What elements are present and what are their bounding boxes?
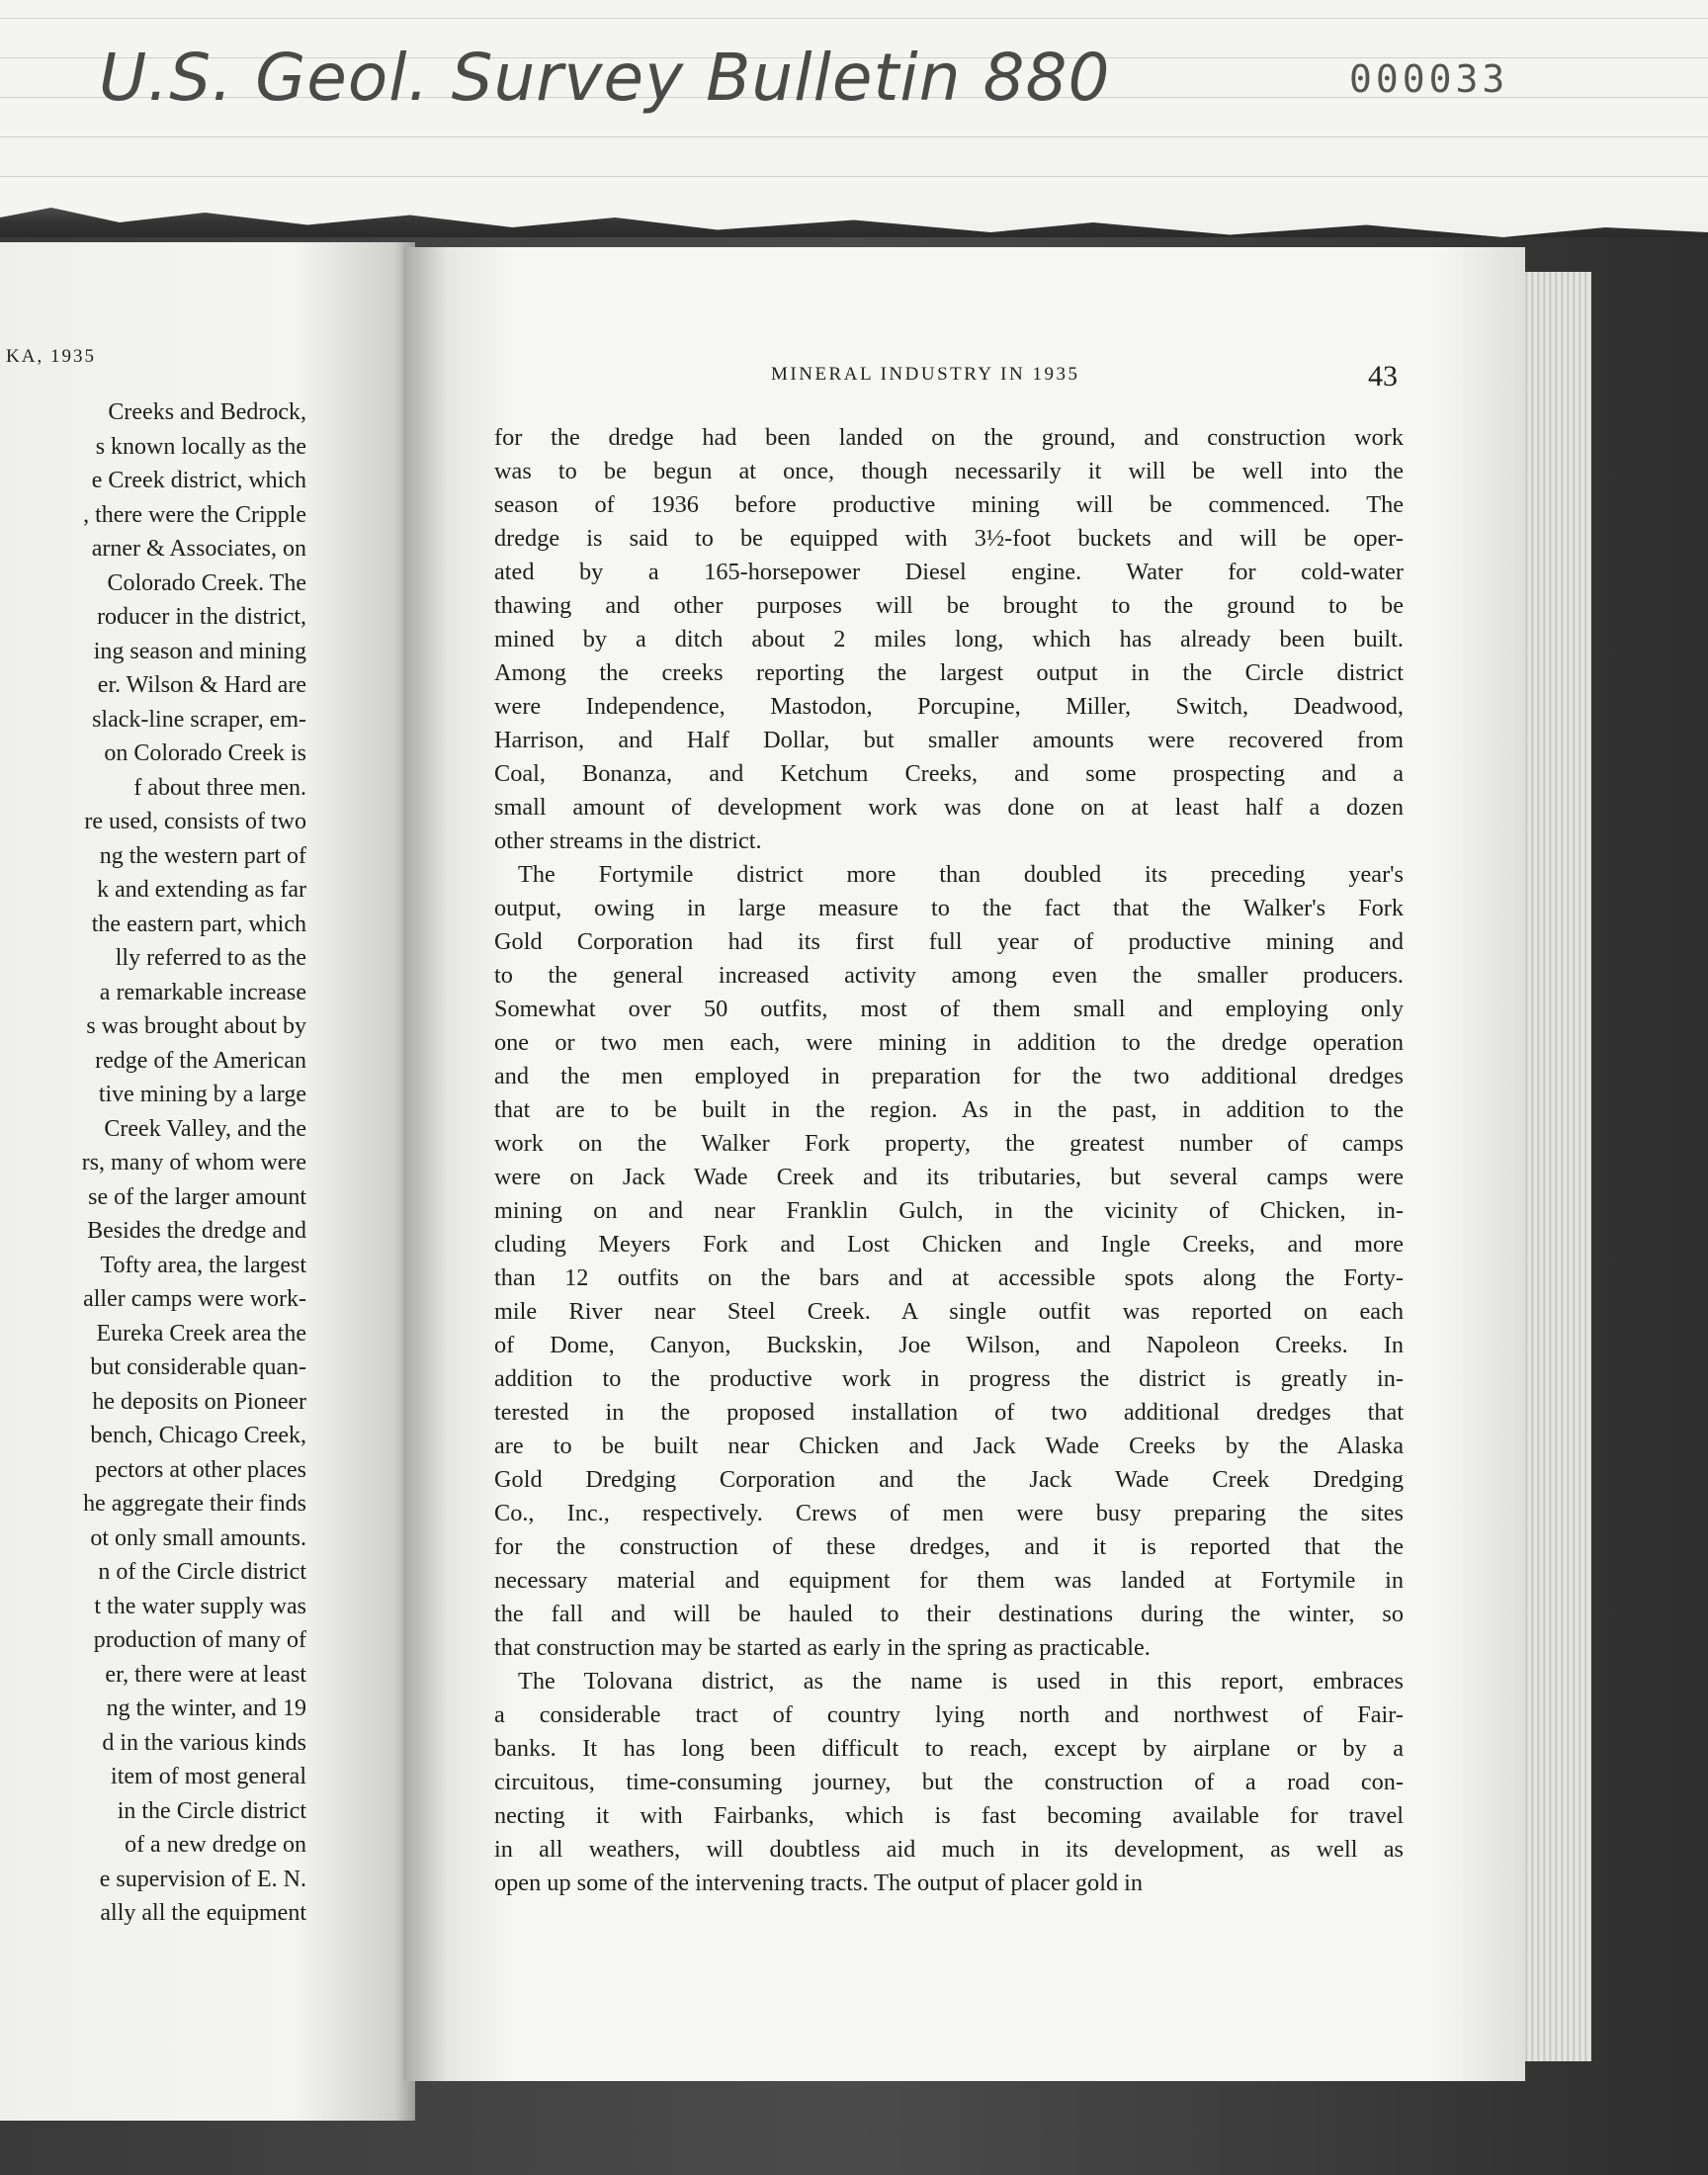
left-text-line: er, there were at least (105, 1661, 306, 1688)
left-text-line: lly referred to as the (115, 945, 306, 971)
left-text-line: s known locally as the (95, 433, 306, 460)
body-text-line: that construction may be started as early in the spring as practicable. (494, 1634, 1151, 1661)
page-number: 43 (1368, 360, 1398, 392)
left-text-line: Creek Valley, and the (104, 1115, 306, 1142)
body-text-line: are to be built near Chicken and Jack Wade Creeks by the Alaska (494, 1433, 1404, 1459)
left-text-line: ot only small amounts. (90, 1524, 306, 1551)
body-text-line: cluding Meyers Fork and Lost Chicken and Ingle Creeks, and more (494, 1231, 1404, 1258)
body-text-line: Among the creeks reporting the largest output in the Circle district (494, 659, 1404, 686)
left-text-line: redge of the American (95, 1047, 306, 1074)
left-text-line: e supervision of E. N. (99, 1866, 306, 1892)
body-text-line: necting it with Fairbanks, which is fast becoming available for travel (494, 1802, 1404, 1829)
body-text-line: Gold Corporation had its first full year of productive mining and (494, 928, 1404, 955)
body-text-line: and the men employed in preparation for the two additional dredges (494, 1063, 1404, 1089)
body-text-line: Gold Dredging Corporation and the Jack Wade Creek Dredging (494, 1466, 1404, 1493)
left-text-line: , there were the Cripple (83, 501, 306, 528)
left-text-line: bench, Chicago Creek, (90, 1423, 306, 1448)
left-text-line: Creeks and Bedrock, (108, 399, 306, 425)
body-text-line: The Fortymile district more than doubled its preceding year's (518, 861, 1404, 888)
body-text-line: circuitous, time-consuming journey, but the construction of a road con- (494, 1769, 1404, 1795)
left-text-line: f about three men. (133, 774, 306, 801)
body-text-line: mining on and near Franklin Gulch, in the vicinity of Chicken, in- (494, 1197, 1404, 1224)
body-text-line: open up some of the intervening tracts. The output of placer gold in (494, 1870, 1144, 1896)
left-text-line: of a new dredge on (125, 1832, 306, 1858)
body-text-line: were on Jack Wade Creek and its tributaries, but several camps were (494, 1164, 1404, 1190)
scan-header-strip (0, 0, 1708, 222)
left-text-line: he deposits on Pioneer (92, 1388, 306, 1415)
left-text-line: item of most general (111, 1764, 306, 1789)
ruled-line (0, 18, 1708, 19)
left-text-line: e Creek district, which (91, 468, 306, 493)
body-text-line: output, owing in large measure to the fact that the Walker's Fork (494, 895, 1404, 921)
left-running-head: KA, 1935 (6, 346, 96, 367)
page-stack-edge (1522, 272, 1591, 2061)
body-text-line: to the general increased activity among even the smaller producers. (494, 962, 1404, 989)
running-head: MINERAL INDUSTRY IN 1935 (771, 364, 1080, 385)
left-text-line: but considerable quan- (90, 1354, 306, 1380)
body-text-line: that are to be built in the region. As in the past, in addition to the (494, 1096, 1404, 1123)
body-text-line: small amount of development work was done on at least half a dozen (494, 794, 1404, 821)
body-text-line: banks. It has long been difficult to reach, except by airplane or by a (494, 1735, 1404, 1762)
body-text-line: season of 1936 before productive mining will be commenced. The (494, 491, 1404, 518)
body-text-line: of Dome, Canyon, Buckskin, Joe Wilson, and Napoleon Creeks. In (494, 1332, 1404, 1358)
document-number: 000033 (1349, 57, 1509, 101)
left-text-line: he aggregate their finds (83, 1491, 306, 1517)
body-text-line: were Independence, Mastodon, Porcupine, Miller, Switch, Deadwood, (494, 693, 1404, 720)
body-text-line: dredge is said to be equipped with 3½-foot buckets and will be oper- (494, 525, 1404, 552)
body-text-line: mined by a ditch about 2 miles long, which has already been built. (494, 626, 1404, 652)
body-text-line: than 12 outfits on the bars and at accessible spots along the Forty- (494, 1264, 1404, 1291)
left-text-line: n of the Circle district (98, 1559, 306, 1585)
body-text-line: Co., Inc., respectively. Crews of men were busy preparing the sites (494, 1500, 1404, 1526)
left-text-line: Colorado Creek. The (107, 569, 306, 596)
left-text-line: on Colorado Creek is (104, 740, 306, 766)
left-text-line: tive mining by a large (98, 1082, 306, 1107)
left-text-line: aller camps were work- (83, 1286, 306, 1312)
left-page-text (0, 395, 306, 1931)
left-text-line: k and extending as far (97, 877, 306, 903)
body-text-line: thawing and other purposes will be brought to the ground to be (494, 592, 1404, 619)
left-text-line: the eastern part, which (91, 911, 306, 937)
left-text-line: roducer in the district, (97, 604, 306, 630)
left-text-line: production of many of (93, 1627, 306, 1653)
handwritten-title: U.S. Geol. Survey Bulletin 880 (99, 40, 1111, 116)
left-text-line: a remarkable increase (99, 979, 306, 1005)
left-text-line: pectors at other places (95, 1456, 306, 1483)
body-text-line: terested in the proposed installation of two additional dredges that (494, 1399, 1404, 1426)
body-text-line: The Tolovana district, as the name is used in this report, embraces (518, 1668, 1404, 1695)
body-text-line: one or two men each, were mining in addition to the dredge operation (494, 1029, 1404, 1056)
body-text-line: Harrison, and Half Dollar, but smaller amounts were recovered from (494, 727, 1404, 753)
left-text-line: arner & Associates, on (91, 536, 306, 562)
left-text-line: ng the winter, and 19 (106, 1696, 306, 1721)
left-text-line: Tofty area, the largest (100, 1252, 306, 1278)
left-text-line: t the water supply was (94, 1593, 306, 1619)
body-text-line: a considerable tract of country lying north and northwest of Fair- (494, 1701, 1404, 1728)
left-text-line: ng the western part of (99, 842, 306, 869)
left-text-line: Besides the dredge and (87, 1218, 306, 1244)
body-text-line: Coal, Bonanza, and Ketchum Creeks, and some prospecting and a (494, 760, 1404, 787)
body-text-line: addition to the productive work in progress the district is greatly in- (494, 1365, 1404, 1392)
left-text-line: ally all the equipment (100, 1900, 306, 1926)
body-text-line: for the dredge had been landed on the ground, and construction work (494, 424, 1404, 451)
body-text (494, 421, 1404, 1900)
left-text-line: re used, consists of two (84, 809, 306, 834)
left-text-line: er. Wilson & Hard are (97, 672, 306, 698)
body-text-line: was to be begun at once, though necessarily it will be well into the (494, 458, 1404, 484)
body-text-line: Somewhat over 50 outfits, most of them small and employing only (494, 996, 1404, 1022)
body-text-line: ated by a 165-horsepower Diesel engine. Water for cold-water (494, 559, 1404, 585)
ruled-line (0, 136, 1708, 137)
ruled-line (0, 176, 1708, 177)
body-text-line: necessary material and equipment for them was landed at Fortymile in (494, 1567, 1404, 1594)
left-text-line: rs, many of whom were (81, 1150, 306, 1175)
left-text-line: slack-line scraper, em- (92, 706, 306, 733)
left-text-line: in the Circle district (117, 1797, 306, 1824)
left-text-line: d in the various kinds (102, 1729, 306, 1756)
left-text-line: se of the larger amount (88, 1183, 306, 1210)
left-text-line: ing season and mining (93, 638, 306, 664)
left-text-line: s was brought about by (86, 1013, 306, 1039)
left-text-line: Eureka Creek area the (96, 1320, 306, 1347)
body-text-line: other streams in the district. (494, 827, 762, 854)
body-text-line: the fall and will be hauled to their destinations during the winter, so (494, 1601, 1404, 1627)
body-text-line: mile River near Steel Creek. A single outfit was reported on each (494, 1298, 1404, 1325)
body-text-line: for the construction of these dredges, and it is reported that the (494, 1533, 1404, 1560)
body-text-line: in all weathers, will doubtless aid much in its development, as well as (494, 1836, 1404, 1863)
body-text-line: work on the Walker Fork property, the greatest number of camps (494, 1130, 1404, 1157)
